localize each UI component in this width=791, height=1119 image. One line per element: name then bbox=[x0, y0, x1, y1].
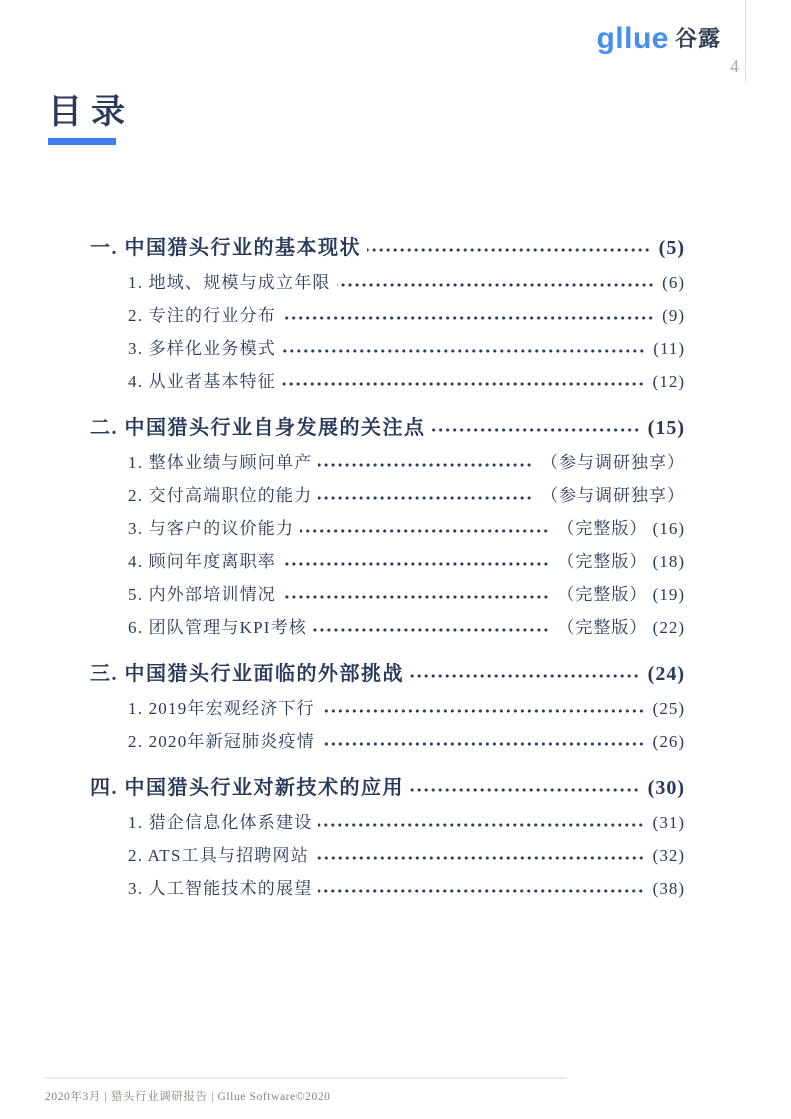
toc-section-title[interactable] bbox=[90, 414, 685, 442]
dot-leader bbox=[318, 886, 644, 896]
toc-item[interactable] bbox=[90, 583, 685, 607]
dot-leader bbox=[282, 592, 549, 602]
toc-item[interactable] bbox=[90, 550, 685, 574]
toc-entry-page: （完整版） (16) bbox=[557, 519, 685, 538]
toc-item[interactable] bbox=[90, 730, 685, 754]
toc-entry-label: 四. 中国猎头行业对新技术的应用 bbox=[90, 777, 404, 799]
dot-leader bbox=[410, 785, 640, 795]
dot-leader bbox=[282, 379, 645, 389]
toc-entry-label: 2. ATS工具与招聘网站 bbox=[128, 846, 309, 865]
toc-entry-page: （完整版） (19) bbox=[557, 585, 685, 604]
footer-text: 2020年3月 | 猎头行业调研报告 | Gllue Software©2020 bbox=[45, 1091, 331, 1103]
gllue-logo bbox=[596, 24, 721, 54]
toc-entry-label: 3. 人工智能技术的展望 bbox=[128, 879, 313, 898]
toc-entry-page: (25) bbox=[652, 699, 685, 718]
toc-entry-label: 6. 团队管理与KPI考核 bbox=[128, 618, 307, 637]
dot-leader bbox=[282, 559, 549, 569]
toc-entry-page: (9) bbox=[662, 306, 685, 325]
dot-leader bbox=[318, 493, 533, 503]
logo-cjk-text: 谷露 bbox=[674, 26, 721, 51]
page-title: 目录 bbox=[48, 94, 134, 131]
toc-item[interactable] bbox=[90, 811, 685, 835]
toc-entry-label: 2. 专注的行业分布 bbox=[128, 306, 276, 325]
toc-entry-page: （完整版） (18) bbox=[557, 552, 685, 571]
toc-entry-page: (31) bbox=[652, 813, 685, 832]
toc-item[interactable] bbox=[90, 337, 685, 361]
toc-item[interactable] bbox=[90, 697, 685, 721]
toc-item[interactable] bbox=[90, 616, 685, 640]
toc-entry-page: (26) bbox=[652, 732, 685, 751]
dot-leader bbox=[432, 425, 640, 435]
toc-entry-label: 4. 顾问年度离职率 bbox=[128, 552, 276, 571]
dot-leader bbox=[337, 280, 655, 290]
toc-entry-label: 3. 与客户的议价能力 bbox=[128, 519, 295, 538]
dot-leader bbox=[367, 245, 651, 255]
logo-wordmark: gllue bbox=[596, 22, 669, 55]
dot-leader bbox=[321, 739, 645, 749]
toc-entry-page: (12) bbox=[652, 372, 685, 391]
toc-entry-page: (11) bbox=[653, 339, 685, 358]
toc-entry-page: (15) bbox=[647, 417, 685, 439]
toc-entry-page: (6) bbox=[662, 273, 685, 292]
page-number: 4 bbox=[730, 56, 739, 76]
toc-entry-label: 一. 中国猎头行业的基本现状 bbox=[90, 237, 361, 259]
title-underline-bar bbox=[48, 138, 116, 145]
toc-entry-page: （完整版） (22) bbox=[557, 618, 685, 637]
toc-entry-label: 1. 猎企信息化体系建设 bbox=[128, 813, 313, 832]
dot-leader bbox=[318, 460, 533, 470]
toc-entry-page: （参与调研独享） bbox=[541, 486, 685, 505]
toc-item[interactable] bbox=[90, 271, 685, 295]
toc-entry-label: 2. 2020年新冠肺炎疫情 bbox=[128, 732, 315, 751]
toc-entry-label: 4. 从业者基本特征 bbox=[128, 372, 276, 391]
toc-section-title[interactable] bbox=[90, 660, 685, 688]
toc-item[interactable] bbox=[90, 484, 685, 508]
toc-section-title[interactable] bbox=[90, 234, 685, 262]
dot-leader bbox=[410, 671, 640, 681]
toc-item[interactable] bbox=[90, 877, 685, 901]
toc-section-title[interactable] bbox=[90, 774, 685, 802]
toc-item[interactable] bbox=[90, 370, 685, 394]
toc-entry-label: 5. 内外部培训情况 bbox=[128, 585, 276, 604]
toc-item[interactable] bbox=[90, 304, 685, 328]
dot-leader bbox=[313, 625, 549, 635]
dot-leader bbox=[282, 346, 645, 356]
toc-entry-page: (24) bbox=[647, 663, 685, 685]
dot-leader bbox=[321, 706, 645, 716]
toc-entry-label: 三. 中国猎头行业面临的外部挑战 bbox=[90, 663, 404, 685]
toc-entry-page: (32) bbox=[652, 846, 685, 865]
table-of-contents bbox=[90, 234, 685, 901]
toc-entry-page: （参与调研独享） bbox=[541, 453, 685, 472]
toc-entry-label: 1. 地域、规模与成立年限 bbox=[128, 273, 331, 292]
toc-item[interactable] bbox=[90, 517, 685, 541]
toc-entry-label: 1. 2019年宏观经济下行 bbox=[128, 699, 315, 718]
toc-entry-label: 2. 交付高端职位的能力 bbox=[128, 486, 313, 505]
toc-entry-page: (5) bbox=[658, 237, 685, 259]
dot-leader bbox=[300, 526, 549, 536]
toc-entry-label: 3. 多样化业务模式 bbox=[128, 339, 276, 358]
toc-item[interactable] bbox=[90, 844, 685, 868]
toc-entry-page: (30) bbox=[647, 777, 685, 799]
dot-leader bbox=[318, 820, 644, 830]
toc-item[interactable] bbox=[90, 451, 685, 475]
dot-leader bbox=[315, 853, 645, 863]
toc-entry-label: 1. 整体业绩与顾问单产 bbox=[128, 453, 313, 472]
dot-leader bbox=[282, 313, 654, 323]
header-vertical-rule bbox=[745, 0, 746, 83]
toc-entry-label: 二. 中国猎头行业自身发展的关注点 bbox=[90, 417, 426, 439]
toc-entry-page: (38) bbox=[652, 879, 685, 898]
footer-divider bbox=[45, 1077, 567, 1079]
